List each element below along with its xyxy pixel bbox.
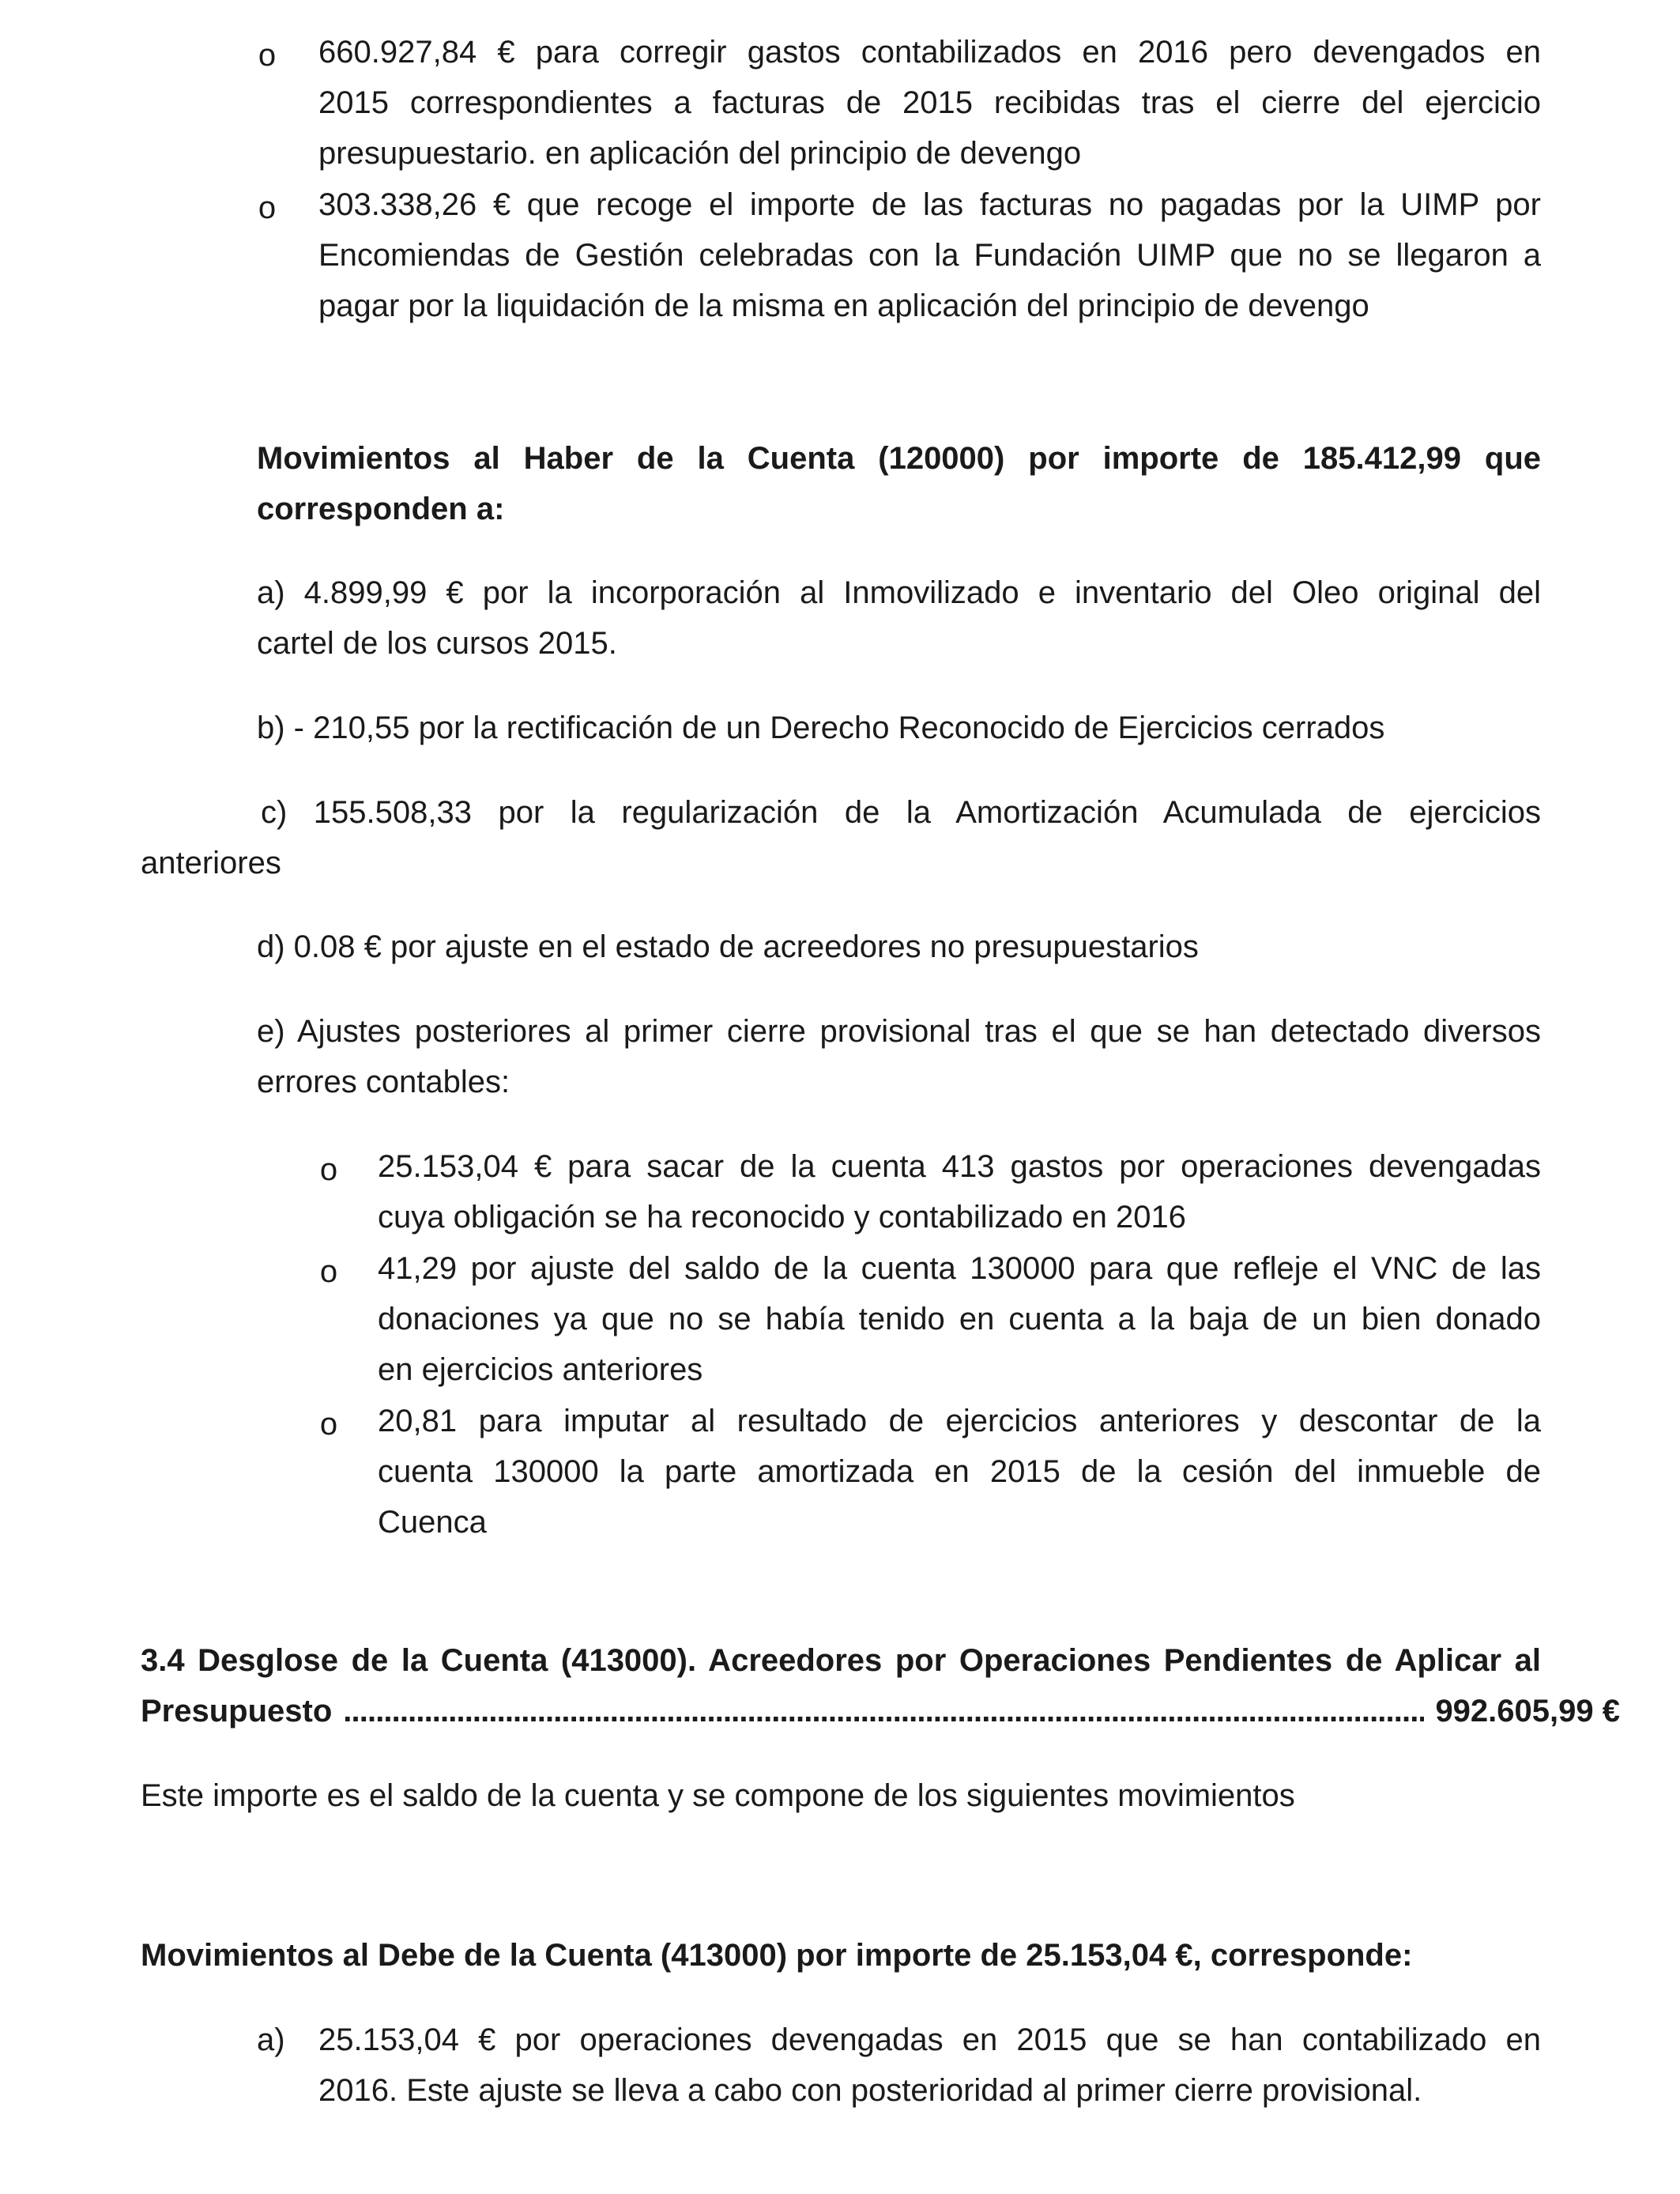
bullet-text-line: 2015 correspondientes a facturas de 2015 recibidas tras el cierre del ejercicio: [318, 85, 1541, 120]
sub-bullet-text-line: 20,81 para imputar al resultado de ejercicios anteriores y descontar de la: [378, 1404, 1541, 1438]
debe-item-a-text: 25.153,04 € por operaciones devengadas en 2015 que se han contabilizado en: [318, 2022, 1541, 2057]
bullet-marker: o: [319, 1152, 338, 1187]
list-item-c: anteriores: [141, 846, 281, 880]
debe-heading: Movimientos al Debe de la Cuenta (413000) por importe de 25.153,04 €, corresponde:: [141, 1938, 1413, 1973]
section-title-label: Presupuesto: [141, 1694, 333, 1728]
bullet-marker: o: [258, 38, 277, 73]
section-title: 3.4 Desglose de la Cuenta (413000). Acreedores por Operaciones Pendientes de Aplicar al: [141, 1643, 1541, 1678]
debe-item-a-text: 2016. Este ajuste se lleva a cabo con posterioridad al primer cierre provisional.: [318, 2073, 1422, 2108]
section-title-amount: 992.605,99 €: [1435, 1694, 1620, 1728]
sub-bullet-text-line: donaciones ya que no se había tenido en cuenta a la baja de un bien donado: [378, 1302, 1541, 1336]
sub-bullet-text-line: 25.153,04 € para sacar de la cuenta 413 gastos por operaciones devengadas: [378, 1149, 1541, 1184]
section-title-leader-line: [141, 1686, 1620, 1736]
list-item-d: d) 0.08 € por ajuste en el estado de acreedores no presupuestarios: [257, 929, 1199, 964]
section-heading: Movimientos al Haber de la Cuenta (120000) por importe de 185.412,99 que: [257, 441, 1541, 476]
list-item-e: errores contables:: [257, 1065, 510, 1099]
sub-bullet-text-line: cuenta 130000 la parte amortizada en 2015 de la cesión del inmueble de: [378, 1454, 1541, 1489]
list-item-e: e) Ajustes posteriores al primer cierre provisional tras el que se han detectado diversos: [257, 1014, 1541, 1049]
bullet-text-line: presupuestario. en aplicación del principio de devengo: [318, 136, 1082, 171]
dot-leader: [343, 1686, 1424, 1736]
list-item-b: b) - 210,55 por la rectificación de un Derecho Reconocido de Ejercicios cerrados: [257, 711, 1385, 745]
bullet-marker: o: [319, 1407, 338, 1442]
list-item-a: a) 4.899,99 € por la incorporación al Inmovilizado e inventario del Oleo original del: [257, 575, 1541, 610]
bullet-marker: o: [319, 1254, 338, 1289]
sub-bullet-text-line: 41,29 por ajuste del saldo de la cuenta 130000 para que refleje el VNC de las: [378, 1251, 1541, 1286]
bullet-text-line: Encomiendas de Gestión celebradas con la Fundación UIMP que no se llegaron a: [318, 238, 1541, 273]
bullet-marker: o: [258, 190, 277, 225]
list-item-a: cartel de los cursos 2015.: [257, 626, 617, 661]
sub-bullet-text-line: en ejercicios anteriores: [378, 1352, 703, 1387]
list-item-c: c) 155.508,33 por la regularización de la Amortización Acumulada de ejercicios: [261, 795, 1541, 830]
section-heading: corresponden a:: [257, 492, 505, 526]
section-intro: Este importe es el saldo de la cuenta y se compone de los siguientes movimientos: [141, 1778, 1295, 1813]
bullet-text-line: 660.927,84 € para corregir gastos contabilizados en 2016 pero devengados en: [318, 35, 1541, 70]
bullet-text-line: pagar por la liquidación de la misma en aplicación del principio de devengo: [318, 288, 1369, 323]
debe-item-a-label: a): [257, 2022, 285, 2057]
sub-bullet-text-line: Cuenca: [378, 1505, 487, 1540]
sub-bullet-text-line: cuya obligación se ha reconocido y contabilizado en 2016: [378, 1200, 1186, 1235]
bullet-text-line: 303.338,26 € que recoge el importe de las facturas no pagadas por la UIMP por: [318, 187, 1541, 222]
